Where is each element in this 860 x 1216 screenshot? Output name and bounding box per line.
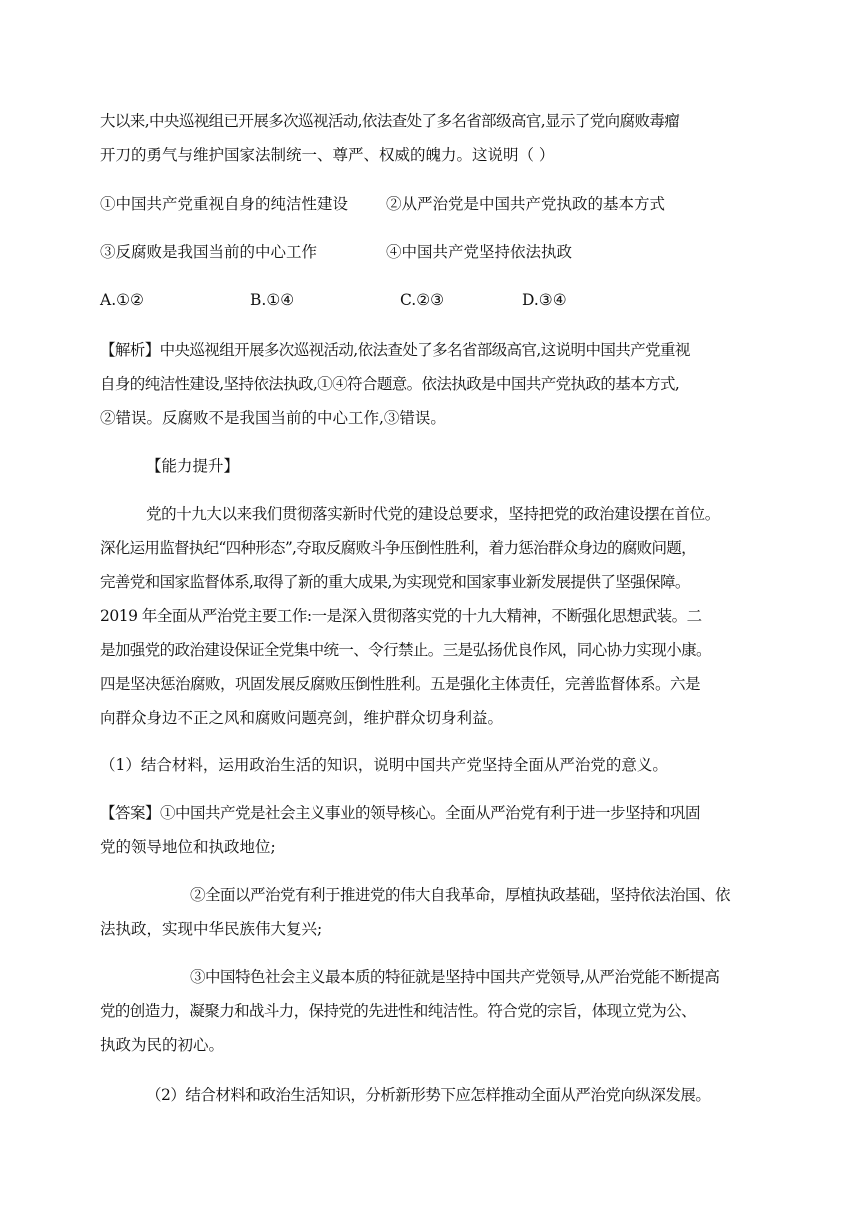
material-line-7: 向群众身边不正之风和腐败问题亮剑，维护群众切身利益。 [100, 709, 504, 727]
option-c: C.②③ [400, 291, 445, 309]
question-stem-line-2: 开刀的勇气与维护国家法制统一、尊严、权威的魄力。这说明（ ） [100, 146, 555, 164]
statement-3: ③反腐败是我国当前的中心工作 [100, 243, 318, 261]
answer-p1-line-2: 党的领导地位和执政地位; [100, 838, 276, 856]
answer-p2-line-1: ②全面以严治党有利于推进党的伟大自我革命，厚植执政基础，坚持依法治国、依 [190, 886, 731, 904]
statement-4: ④中国共产党坚持依法执政 [386, 243, 573, 261]
analysis-line-1: 【解析】中央巡视组开展多次巡视活动,依法查处了多名省部级高官,这说明中国共产党重视 [100, 341, 690, 359]
option-a: A.①② [100, 291, 144, 309]
statement-2: ②从严治党是中国共产党执政的基本方式 [386, 195, 666, 213]
material-line-2: 深化运用监督执纪“四种形态”,夺取反腐败斗争压倒性胜利，着力惩治群众身边的腐败问题， [100, 539, 696, 557]
answer-p2-line-2: 法执政，实现中华民族伟大复兴; [100, 920, 323, 938]
analysis-line-2: 自身的纯洁性建设,坚持依法执政,①④符合题意。依法执政是中国共产党执政的基本方式, [100, 375, 680, 393]
answer-p3-line-3: 执政为民的初心。 [100, 1036, 225, 1054]
material-line-6: 四是坚决惩治腐败，巩固发展反腐败压倒性胜利。五是强化主体责任，完善监督体系。六是 [100, 675, 701, 693]
sub-question-2: （2）结合材料和政治生活知识，分析新形势下应怎样推动全面从严治党向纵深发展。 [146, 1086, 711, 1104]
material-line-5: 是加强党的政治建设保证全党集中统一、令行禁止。三是弘扬优良作风，同心协力实现小康。 [100, 641, 711, 659]
material-line-1: 党的十九大以来我们贯彻落实新时代党的建设总要求，坚持把党的政治建设摆在首位。 [146, 505, 720, 523]
statement-1: ①中国共产党重视自身的纯洁性建设 [100, 195, 349, 213]
material-line-3: 完善党和国家监督体系,取得了新的重大成果,为实现党和国家事业新发展提供了坚强保障。 [100, 573, 690, 591]
answer-p3-line-1: ③中国特色社会主义最本质的特征就是坚持中国共产党领导,从严治党能不断提高 [190, 968, 720, 986]
section-heading: 【能力提升】 [146, 457, 240, 475]
answer-p1-line-1: 【答案】①中国共产党是社会主义事业的领导核心。全面从严治党有利于进一步坚持和巩固 [100, 804, 701, 822]
question-stem-line-1: 大以来,中央巡视组已开展多次巡视活动,依法查处了多名省部级高官,显示了党向腐败毒瘤 [100, 112, 680, 130]
answer-p3-line-2: 党的创造力，凝聚力和战斗力，保持党的先进性和纯洁性。符合党的宗旨，体现立党为公、 [100, 1002, 697, 1020]
option-d: D.③④ [522, 291, 567, 309]
option-b: B.①④ [250, 291, 295, 309]
analysis-line-3: ②错误。反腐败不是我国当前的中心工作,③错误。 [100, 409, 446, 427]
material-line-4: 2019 年全面从严治党主要工作:一是深入贯彻落实党的十九大精神，不断强化思想武装。二 [100, 607, 702, 625]
sub-question-1: （1）结合材料，运用政治生活的知识，说明中国共产党坚持全面从严治党的意义。 [100, 756, 668, 774]
